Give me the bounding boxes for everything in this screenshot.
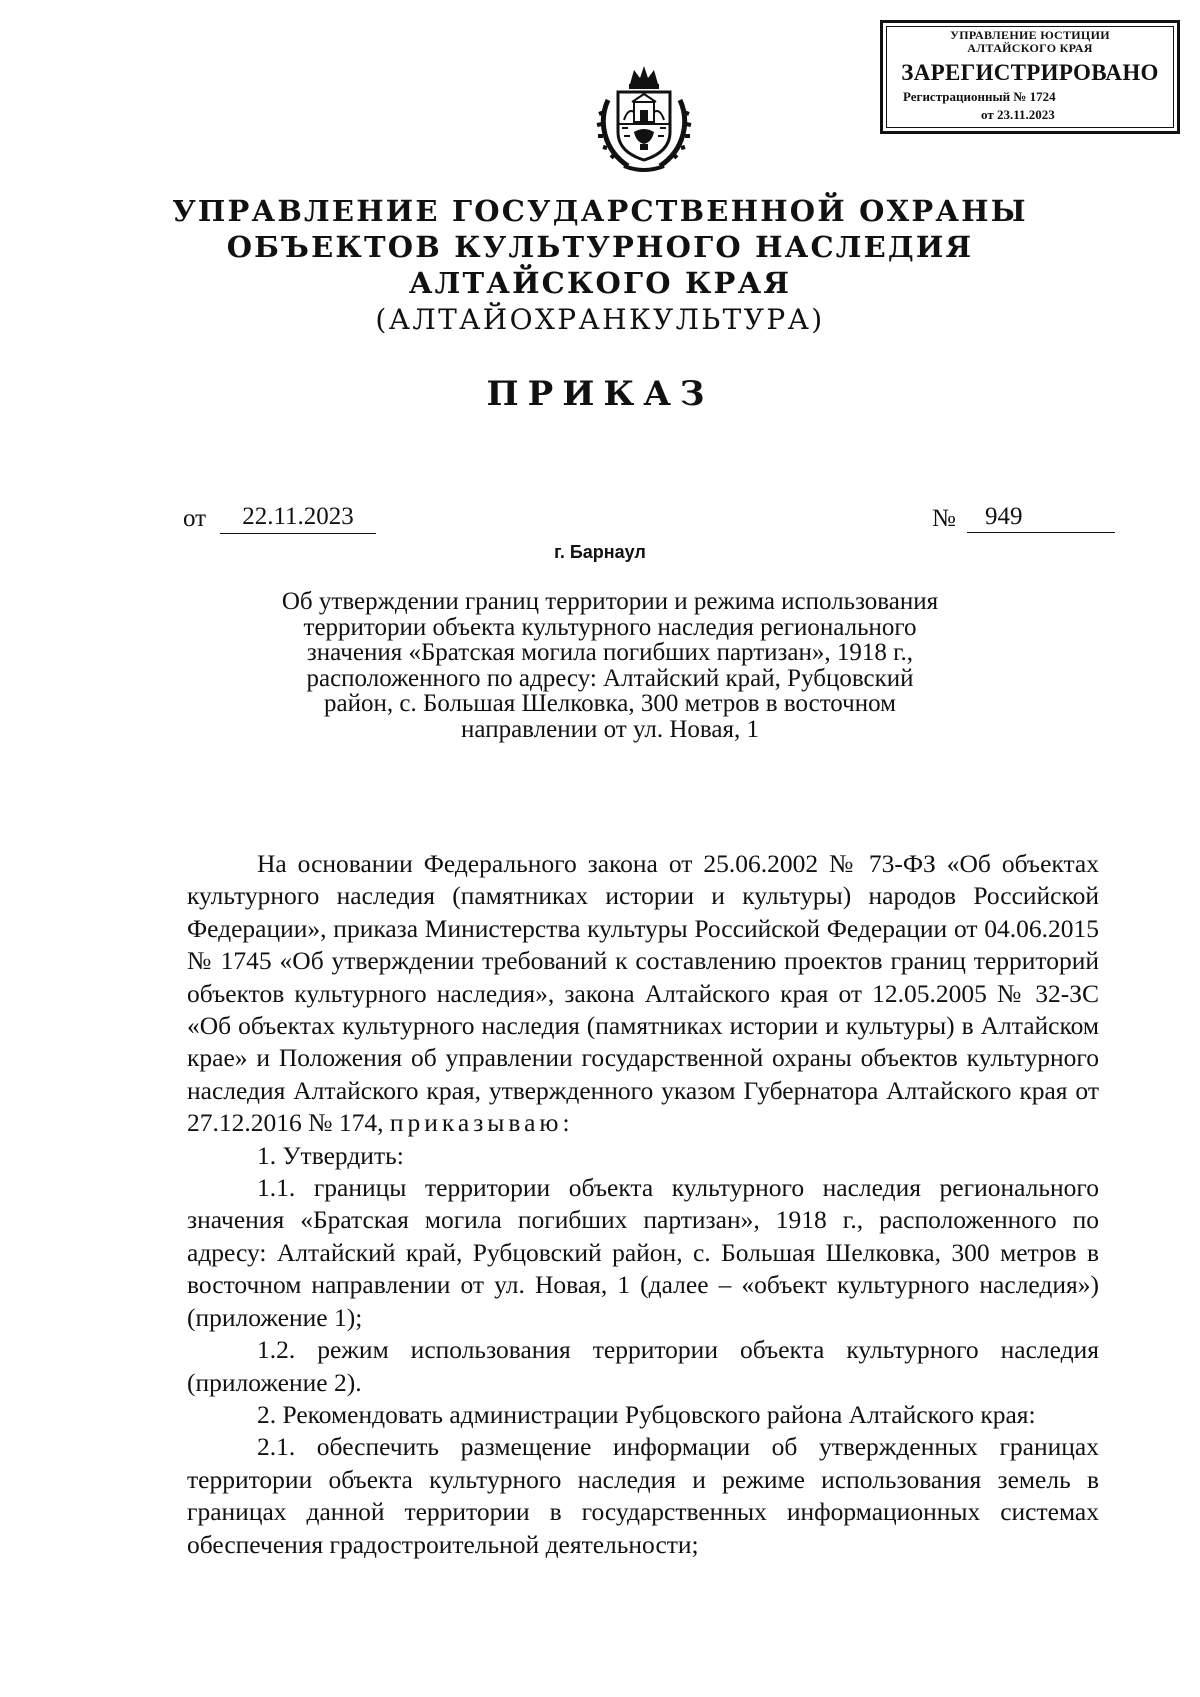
order-date: 22.11.2023 bbox=[220, 503, 376, 534]
date-label: от bbox=[183, 505, 207, 532]
order-word: приказываю: bbox=[389, 1108, 574, 1138]
item-2-1: 2.1. обеспечить размещение информации об утвержденных границах территории объекта культурного наследия и режиме использования земель в границах данной территории в государственных информационных системах обеспечения градостроительной деятельности; bbox=[187, 1432, 1099, 1559]
item-1: 1. Утвердить: bbox=[257, 1140, 404, 1170]
subject-line: направлении от ул. Новая, 1 bbox=[461, 715, 759, 743]
agency-line-1: УПРАВЛЕНИЕ ГОСУДАРСТВЕННОЙ ОХРАНЫ bbox=[172, 194, 1028, 228]
order-number: 949 bbox=[967, 503, 1115, 533]
number-label: № bbox=[932, 505, 956, 532]
item-2: 2. Рекомендовать администрации Рубцовского района Алтайского края: bbox=[257, 1399, 1036, 1429]
item-1-1: 1.1. границы территории объекта культурного наследия регионального значения «Братская могила погибших партизан», 1918 г., расположенного по адресу: Алтайский край, Рубцовский район, с. Большая Шелковка, 300 метров в восточном направлении от ул. Новая, 1 (далее – «объект культурного наследия») (приложение 1); bbox=[187, 1173, 1099, 1332]
stamp-reg-number: Регистрационный № 1724 bbox=[903, 89, 1056, 104]
stamp-department-line2: АЛТАЙСКОГО КРАЯ bbox=[967, 41, 1093, 55]
stamp-status: ЗАРЕГИСТРИРОВАНО bbox=[901, 60, 1159, 85]
agency-line-2: ОБЪЕКТОВ КУЛЬТУРНОГО НАСЛЕДИЯ bbox=[226, 230, 974, 264]
subject-line: расположенного по адресу: Алтайский край, Рубцовский bbox=[306, 664, 914, 692]
subject-line: территории объекта культурного наследия регионального bbox=[303, 613, 917, 641]
city: г. Барнаул bbox=[554, 542, 646, 562]
subject-line: Об утверждении границ территории и режима использования bbox=[281, 588, 939, 615]
registration-stamp bbox=[880, 20, 1180, 134]
subject-line: район, с. Большая Шелковка, 300 метров в восточном bbox=[324, 690, 896, 717]
coat-of-arms-icon bbox=[594, 62, 694, 174]
agency-header bbox=[0, 193, 1200, 339]
item-1-2: 1.2. режим использования территории объекта культурного наследия (приложение 2). bbox=[187, 1335, 1099, 1397]
order-subject bbox=[230, 589, 990, 742]
stamp-inner-border bbox=[886, 26, 1174, 128]
stamp-reg-date: от 23.11.2023 bbox=[981, 107, 1055, 122]
subject-line: значения «Братская могила погибших партизан», 1918 г., bbox=[306, 639, 914, 666]
preamble-text: На основании Федерального закона от 25.06.2002 № 73-ФЗ «Об объектах культурного наследия (памятниках истории и культуры) народов Российской Федерации», приказа Министерства культуры Российской Федерации от 04.06.2015 № 1745 «Об утверждении требований к составлению проектов границ территорий объектов культурного наследия», закона Алтайского края от 12.05.2005 № 32-ЗС «Об объектах культурного наследия (памятниках истории и культуры) в Алтайском крае» и Положения об управлении государственной охраны объектов культурного наследия Алтайского края, утвержденного указом Губернатора Алтайского края от 27.12.2016 № 174, bbox=[187, 849, 1099, 1138]
agency-short-name: (АЛТАЙОХРАНКУЛЬТУРА) bbox=[375, 303, 825, 336]
document-type-title: ПРИКАЗ bbox=[486, 374, 714, 414]
order-body bbox=[187, 848, 1099, 1561]
stamp-department-line1: УПРАВЛЕНИЕ ЮСТИЦИИ bbox=[950, 28, 1110, 42]
agency-line-3: АЛТАЙСКОГО КРАЯ bbox=[408, 266, 792, 300]
preamble-paragraph bbox=[187, 848, 1099, 1140]
